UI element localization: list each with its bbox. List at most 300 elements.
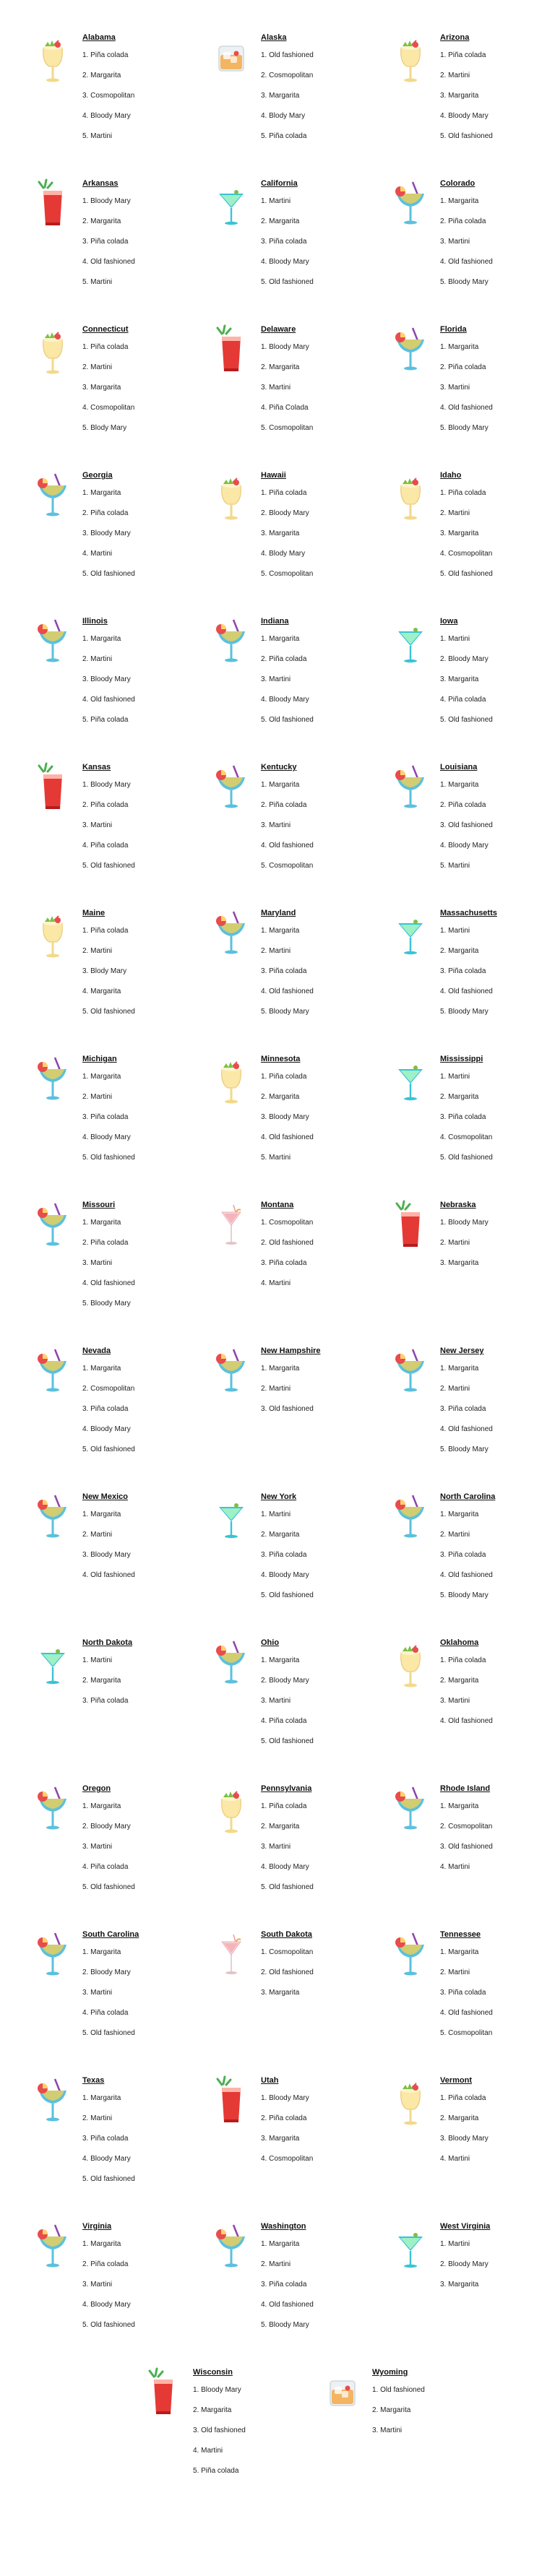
margarita-icon xyxy=(394,1926,427,1985)
drink-name: Piña colada xyxy=(448,1405,486,1413)
drink-rank: 4. xyxy=(261,696,270,704)
drink-rank: 5. xyxy=(82,570,91,578)
drink-item xyxy=(261,1968,314,1989)
drink-rank: 1. xyxy=(261,635,270,643)
state-card-new-york xyxy=(215,1488,381,1633)
state-link-oregon[interactable]: Oregon xyxy=(82,1784,111,1793)
drink-name: Martini xyxy=(448,927,470,935)
drink-item xyxy=(261,197,314,217)
drink-item xyxy=(440,842,493,862)
drink-rank: 2. xyxy=(82,1239,91,1247)
drink-rank: 3. xyxy=(82,1405,91,1413)
drink-name: Margarita xyxy=(269,781,300,789)
drink-rank: 2. xyxy=(440,217,449,225)
drink-rank: 3. xyxy=(440,1697,449,1705)
drink-rank: 5. xyxy=(82,1445,91,1453)
drink-name: Piña colada xyxy=(90,1113,129,1121)
state-link-idaho[interactable]: Idaho xyxy=(440,471,462,480)
drink-item xyxy=(82,1219,135,1239)
drink-name: Piña colada xyxy=(269,132,307,140)
margarita-icon xyxy=(394,1342,427,1401)
state-link-oklahoma[interactable]: Oklahoma xyxy=(440,1638,479,1647)
state-link-michigan[interactable]: Michigan xyxy=(82,1055,117,1063)
drink-list xyxy=(440,1073,493,1174)
drink-list xyxy=(82,635,135,736)
drink-list xyxy=(82,489,135,590)
drink-rank: 2. xyxy=(440,2114,449,2122)
bloody-mary-icon xyxy=(215,321,248,380)
drink-item xyxy=(261,635,314,655)
drink-name: Margarita xyxy=(90,1073,121,1081)
drink-item xyxy=(440,675,493,696)
state-link-pennsylvania[interactable]: Pennsylvania xyxy=(261,1784,312,1793)
state-link-new-hampshire[interactable]: New Hampshire xyxy=(261,1347,321,1355)
drink-name: Margarita xyxy=(90,1948,121,1956)
drink-rank: 4. xyxy=(82,2155,91,2163)
drink-item xyxy=(440,1697,493,1717)
drink-rank: 1. xyxy=(82,1073,91,1081)
state-card-louisiana xyxy=(394,758,555,903)
drink-name: Cosmopolitan xyxy=(448,2029,493,2037)
drink-rank: 5. xyxy=(82,1300,91,1308)
drink-list xyxy=(261,2094,313,2175)
state-link-maryland[interactable]: Maryland xyxy=(261,909,296,917)
drink-item xyxy=(440,1677,493,1697)
state-card-south-carolina xyxy=(36,1926,202,2070)
drink-name: Bloody Mary xyxy=(269,2094,309,2102)
drink-name: Piña Colada xyxy=(269,404,309,412)
state-card-alabama xyxy=(36,29,202,173)
drink-rank: 4. xyxy=(261,112,270,120)
drink-item xyxy=(82,112,134,132)
state-card-minnesota xyxy=(215,1050,381,1195)
state-card-arizona xyxy=(394,29,555,173)
state-link-nevada[interactable]: Nevada xyxy=(82,1347,111,1355)
drink-item xyxy=(261,2155,313,2175)
drink-item xyxy=(440,967,493,987)
drink-rank: 1. xyxy=(82,927,91,935)
state-link-iowa[interactable]: Iowa xyxy=(440,617,458,626)
drink-rank: 2. xyxy=(82,509,91,517)
drink-name: Piña colada xyxy=(269,1802,307,1810)
drink-name: Margarita xyxy=(269,635,300,643)
drink-item xyxy=(261,1989,314,2009)
state-link-delaware[interactable]: Delaware xyxy=(261,325,296,334)
drink-rank: 2. xyxy=(261,1531,270,1539)
drink-name: Bloody Mary xyxy=(90,197,131,205)
margarita-icon xyxy=(36,1196,69,1255)
drink-name: Margarita xyxy=(448,2281,479,2288)
drink-item xyxy=(82,1113,135,1133)
drink-rank: 1. xyxy=(261,197,270,205)
drink-item xyxy=(261,112,314,132)
drink-rank: 1. xyxy=(440,1656,449,1664)
drink-item xyxy=(82,1948,135,1968)
state-link-louisiana[interactable]: Louisiana xyxy=(440,763,478,771)
drink-rank: 5. xyxy=(193,2467,202,2475)
state-card-oregon xyxy=(36,1780,202,1924)
drink-name: Old fashioned xyxy=(90,862,135,870)
state-link-arkansas[interactable]: Arkansas xyxy=(82,179,119,188)
drink-rank: 3. xyxy=(82,1259,91,1267)
drink-rank: 4. xyxy=(440,1717,449,1725)
drink-item xyxy=(82,1093,135,1113)
state-link-new-york[interactable]: New York xyxy=(261,1492,297,1501)
state-link-washington[interactable]: Washington xyxy=(261,2222,306,2231)
drink-item xyxy=(440,343,493,363)
state-card-utah xyxy=(215,2072,381,2216)
state-card-new-hampshire xyxy=(215,1342,381,1487)
drink-name: Margarita xyxy=(90,1365,121,1373)
state-card-west-virginia xyxy=(394,2218,555,2362)
drink-rank: 3. xyxy=(261,967,270,975)
drink-rank: 2. xyxy=(82,2260,91,2268)
drink-rank: 5. xyxy=(82,716,91,724)
state-link-new-jersey[interactable]: New Jersey xyxy=(440,1347,484,1355)
drink-item xyxy=(82,2155,135,2175)
state-link-arizona[interactable]: Arizona xyxy=(440,33,470,42)
drink-name: Cosmopolitan xyxy=(269,570,314,578)
drink-rank: 4. xyxy=(261,987,270,995)
drink-rank: 3. xyxy=(261,1113,270,1121)
drink-list xyxy=(261,1948,314,2009)
drink-item xyxy=(261,132,314,152)
drink-rank: 3. xyxy=(82,530,91,537)
drink-item xyxy=(82,1656,128,1677)
pina-colada-icon xyxy=(215,1050,248,1110)
state-link-minnesota[interactable]: Minnesota xyxy=(261,1055,301,1063)
drink-item xyxy=(440,2281,489,2301)
drink-rank: 3. xyxy=(440,92,449,100)
drink-rank: 1. xyxy=(372,2386,381,2394)
state-card-tennessee xyxy=(394,1926,555,2070)
drink-item xyxy=(440,424,493,444)
drink-item xyxy=(82,655,135,675)
drink-rank: 3. xyxy=(261,1843,270,1851)
drink-rank: 5. xyxy=(261,1008,270,1016)
drink-item xyxy=(261,384,313,404)
drink-name: Bloody Mary xyxy=(90,1425,131,1433)
drink-item xyxy=(82,821,135,842)
drink-name: Bloody Mary xyxy=(269,343,309,351)
drink-item xyxy=(440,1093,493,1113)
drink-name: Margarita xyxy=(448,343,479,351)
drink-item xyxy=(82,862,135,882)
drink-rank: 1. xyxy=(261,927,270,935)
drink-name: Old fashioned xyxy=(201,2426,246,2434)
state-link-vermont[interactable]: Vermont xyxy=(440,2076,473,2085)
pina-colada-icon xyxy=(36,904,69,964)
drink-name: Old fashioned xyxy=(269,987,314,995)
state-link-north-dakota[interactable]: North Dakota xyxy=(82,1638,133,1647)
drink-name: Old fashioned xyxy=(269,278,314,286)
drink-rank: 3. xyxy=(261,675,270,683)
drink-item xyxy=(261,1531,314,1551)
martini-icon xyxy=(394,1050,427,1110)
drink-item xyxy=(82,1802,135,1823)
drink-item xyxy=(440,509,493,530)
drink-list xyxy=(82,927,135,1028)
drink-list xyxy=(440,1656,493,1737)
drink-name: Margarita xyxy=(448,530,479,537)
state-link-wyoming[interactable]: Wyoming xyxy=(372,2368,408,2377)
drink-name: Bloody Mary xyxy=(90,1300,131,1308)
margarita-icon xyxy=(394,1488,427,1547)
drink-item xyxy=(261,1656,314,1677)
state-link-massachusetts[interactable]: Massachusetts xyxy=(440,909,497,917)
drink-rank: 4. xyxy=(82,696,91,704)
drink-name: Piña colada xyxy=(90,2260,129,2268)
drink-name: Old fashioned xyxy=(448,404,493,412)
drink-rank: 1. xyxy=(261,51,270,59)
state-card-maryland xyxy=(215,904,381,1049)
drink-name: Martini xyxy=(90,2114,113,2122)
drink-item xyxy=(261,987,314,1008)
drink-item xyxy=(440,1510,493,1531)
state-card-iowa xyxy=(394,613,555,757)
drink-name: Piña colada xyxy=(90,1863,129,1871)
drink-name: Bloody Mary xyxy=(448,1008,489,1016)
state-card-montana xyxy=(215,1196,381,1341)
drink-name: Cosmopolitan xyxy=(269,424,314,432)
state-link-nebraska[interactable]: Nebraska xyxy=(440,1201,476,1209)
drink-item xyxy=(82,947,135,967)
state-card-wisconsin xyxy=(147,2364,313,2508)
state-card-massachusetts xyxy=(394,904,555,1049)
state-link-missouri[interactable]: Missouri xyxy=(82,1201,116,1209)
drink-name: Bloody Mary xyxy=(448,112,489,120)
drink-rank: 2. xyxy=(82,801,91,809)
drink-rank: 1. xyxy=(193,2386,202,2394)
state-link-alaska[interactable]: Alaska xyxy=(261,33,287,42)
state-link-kentucky[interactable]: Kentucky xyxy=(261,763,297,771)
drink-item xyxy=(82,2321,135,2341)
state-link-south-carolina[interactable]: South Carolina xyxy=(82,1930,139,1939)
drink-name: Old fashioned xyxy=(448,821,493,829)
drink-item xyxy=(440,1551,493,1571)
state-link-illinois[interactable]: Illinois xyxy=(82,617,108,626)
drink-item xyxy=(82,2240,135,2260)
drink-item xyxy=(440,278,493,298)
old-fashioned-icon xyxy=(326,2364,359,2423)
state-card-washington xyxy=(215,2218,381,2362)
drink-name: Bloody Mary xyxy=(90,781,131,789)
drink-list xyxy=(82,1073,135,1174)
drink-rank: 3. xyxy=(440,675,449,683)
drink-item xyxy=(261,696,314,716)
drink-rank: 5. xyxy=(440,570,449,578)
drink-item xyxy=(82,489,135,509)
bloody-mary-icon xyxy=(36,758,69,818)
drink-item xyxy=(261,509,313,530)
state-link-texas[interactable]: Texas xyxy=(82,2076,105,2085)
drink-item xyxy=(82,1073,135,1093)
margarita-icon xyxy=(36,2218,69,2277)
state-card-ohio xyxy=(215,1634,381,1778)
drink-name: Martini xyxy=(448,2155,470,2163)
state-link-connecticut[interactable]: Connecticut xyxy=(82,325,129,334)
drink-item xyxy=(261,781,314,801)
drink-item xyxy=(261,1697,314,1717)
drink-item xyxy=(82,278,135,298)
state-link-florida[interactable]: Florida xyxy=(440,325,467,334)
drink-item xyxy=(440,1008,493,1028)
drink-rank: 2. xyxy=(261,655,270,663)
drink-rank: 3. xyxy=(261,821,270,829)
drink-rank: 2. xyxy=(82,1385,91,1393)
state-card-illinois xyxy=(36,613,202,757)
drink-rank: 1. xyxy=(440,2240,449,2248)
pina-colada-icon xyxy=(394,467,427,526)
drink-name: Martini xyxy=(90,363,113,371)
drink-rank: 4. xyxy=(82,1279,91,1287)
drink-name: Piña colada xyxy=(448,51,486,59)
drink-name: Martini xyxy=(269,2260,291,2268)
drink-rank: 1. xyxy=(82,1802,91,1810)
drink-rank: 2. xyxy=(261,1093,270,1101)
drink-item xyxy=(261,1259,314,1279)
drink-rank: 4. xyxy=(261,2301,270,2309)
drink-name: Cosmopolitan xyxy=(90,1385,135,1393)
drink-rank: 2. xyxy=(261,1823,270,1831)
drink-name: Margarita xyxy=(269,1823,300,1831)
drink-name: Margarita xyxy=(269,217,300,225)
drink-name: Margarita xyxy=(448,2114,479,2122)
drink-name: Piña colada xyxy=(90,509,129,517)
state-link-wisconsin[interactable]: Wisconsin xyxy=(193,2368,233,2377)
drink-rank: 5. xyxy=(82,278,91,286)
drink-item xyxy=(82,1385,135,1405)
state-link-west-virginia[interactable]: West Virginia xyxy=(440,2222,491,2231)
drink-item xyxy=(440,987,493,1008)
state-link-hawaii[interactable]: Hawaii xyxy=(261,471,286,480)
drink-name: Margarita xyxy=(90,1677,121,1685)
drink-rank: 3. xyxy=(82,821,91,829)
drink-item xyxy=(261,51,314,72)
drink-rank: 1. xyxy=(82,1510,91,1518)
drink-rank: 1. xyxy=(82,1948,91,1956)
drink-name: Old fashioned xyxy=(448,570,493,578)
state-link-montana[interactable]: Montana xyxy=(261,1201,294,1209)
drink-rank: 2. xyxy=(440,363,449,371)
drink-rank: 4. xyxy=(82,1571,91,1579)
state-link-north-carolina[interactable]: North Carolina xyxy=(440,1492,496,1501)
drink-name: Cosmopolitan xyxy=(269,862,314,870)
drink-item xyxy=(440,51,493,72)
state-link-new-mexico[interactable]: New Mexico xyxy=(82,1492,128,1501)
drink-name: Piña colada xyxy=(201,2467,239,2475)
drink-rank: 5. xyxy=(440,2029,449,2037)
drink-name: Margarita xyxy=(269,1656,300,1664)
drink-item xyxy=(261,424,313,444)
drink-item xyxy=(82,1510,135,1531)
drink-rank: 4. xyxy=(440,404,449,412)
state-link-virginia[interactable]: Virginia xyxy=(82,2222,112,2231)
drink-name: Martini xyxy=(269,947,291,955)
state-card-michigan xyxy=(36,1050,202,1195)
drink-name: Piña colada xyxy=(269,801,307,809)
margarita-icon xyxy=(36,613,69,672)
drink-item xyxy=(261,1571,314,1591)
drink-name: Bloody Mary xyxy=(90,2301,131,2309)
drink-rank: 1. xyxy=(440,1802,449,1810)
drink-rank: 2. xyxy=(193,2406,202,2414)
state-link-maine[interactable]: Maine xyxy=(82,909,106,917)
drink-item xyxy=(193,2426,246,2447)
drink-rank: 4. xyxy=(440,258,449,266)
drink-name: Piña colada xyxy=(269,1551,307,1559)
state-link-tennessee[interactable]: Tennessee xyxy=(440,1930,481,1939)
drink-item xyxy=(82,1863,135,1883)
drink-rank: 4. xyxy=(261,1279,270,1287)
drink-item xyxy=(82,1365,135,1385)
drink-rank: 1. xyxy=(261,781,270,789)
drink-item xyxy=(440,72,493,92)
state-link-rhode-island[interactable]: Rhode Island xyxy=(440,1784,491,1793)
drink-name: Martini xyxy=(448,1863,470,1871)
drink-name: Old fashioned xyxy=(269,1883,314,1891)
drink-item xyxy=(82,781,135,801)
drink-rank: 2. xyxy=(82,947,91,955)
drink-item xyxy=(440,947,493,967)
drink-item xyxy=(82,2094,135,2114)
drink-list xyxy=(261,1510,314,1612)
drink-item xyxy=(261,655,314,675)
drink-rank: 3. xyxy=(261,238,270,246)
state-card-vermont xyxy=(394,2072,555,2216)
state-link-alabama[interactable]: Alabama xyxy=(82,33,116,42)
state-link-california[interactable]: California xyxy=(261,179,298,188)
state-link-south-dakota[interactable]: South Dakota xyxy=(261,1930,312,1939)
drink-rank: 2. xyxy=(261,509,270,517)
drink-name: Bloody Mary xyxy=(269,1677,309,1685)
drink-item xyxy=(82,1677,128,1697)
state-link-kansas[interactable]: Kansas xyxy=(82,763,111,771)
margarita-icon xyxy=(36,1488,69,1547)
drink-item xyxy=(82,801,135,821)
state-card-new-mexico xyxy=(36,1488,202,1633)
drink-rank: 4. xyxy=(82,404,91,412)
state-link-utah[interactable]: Utah xyxy=(261,2076,279,2085)
drink-item xyxy=(82,363,134,384)
drink-item xyxy=(82,967,135,987)
drink-item xyxy=(261,530,313,550)
drink-name: Piña colada xyxy=(448,217,486,225)
state-link-georgia[interactable]: Georgia xyxy=(82,471,113,480)
drink-rank: 5. xyxy=(261,716,270,724)
drink-item xyxy=(440,801,493,821)
state-link-ohio[interactable]: Ohio xyxy=(261,1638,280,1647)
drink-name: Martini xyxy=(269,1843,291,1851)
drink-rank: 5. xyxy=(440,132,449,140)
state-link-indiana[interactable]: Indiana xyxy=(261,617,289,626)
drink-rank: 1. xyxy=(261,1656,270,1664)
drink-item xyxy=(261,1737,314,1758)
drink-rank: 5. xyxy=(261,424,270,432)
drink-name: Cosmopolitan xyxy=(90,404,135,412)
drink-rank: 4. xyxy=(440,696,449,704)
drink-name: Old fashioned xyxy=(269,1239,314,1247)
drink-item xyxy=(261,1219,314,1239)
drink-rank: 2. xyxy=(440,1677,449,1685)
state-card-new-jersey xyxy=(394,1342,555,1487)
state-link-mississippi[interactable]: Mississippi xyxy=(440,1055,483,1063)
state-link-colorado[interactable]: Colorado xyxy=(440,179,476,188)
drink-rank: 3. xyxy=(440,238,449,246)
drink-item xyxy=(261,1802,314,1823)
drink-list xyxy=(440,1948,493,2049)
drink-name: Martini xyxy=(448,862,470,870)
